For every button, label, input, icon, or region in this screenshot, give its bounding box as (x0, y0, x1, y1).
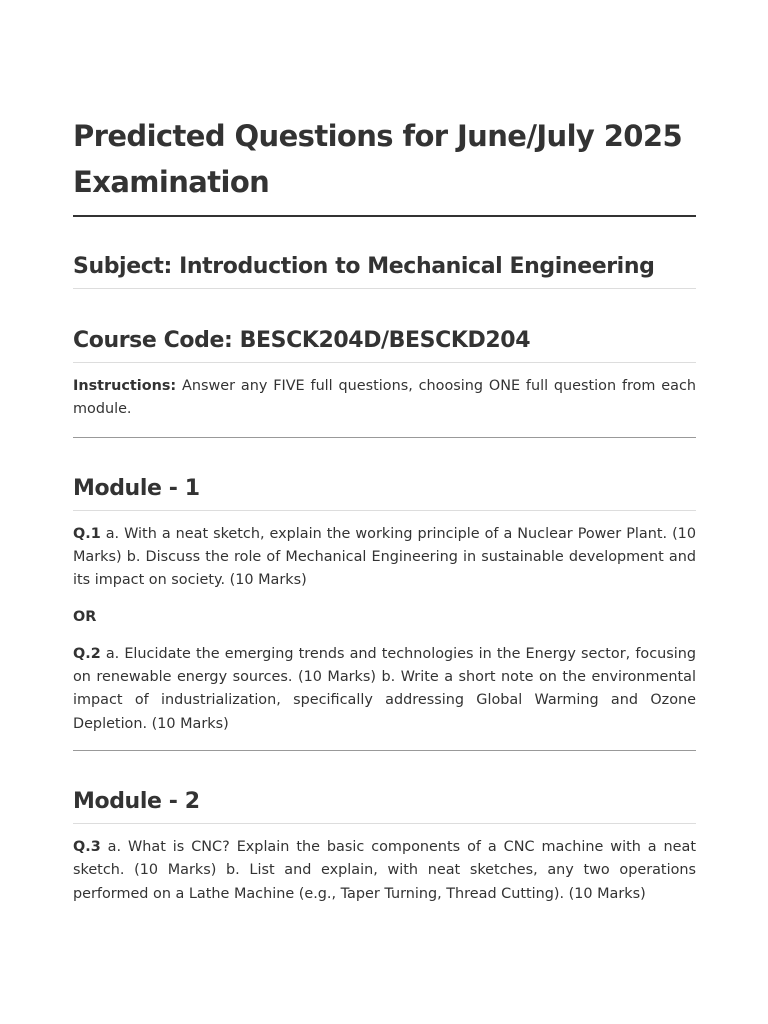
question-1-label: Q.1 (73, 525, 101, 542)
question-2-label: Q.2 (73, 645, 101, 662)
question-3-label: Q.3 (73, 838, 101, 855)
module-2-heading: Module - 2 (73, 787, 696, 824)
question-2 (73, 643, 696, 736)
module-1-heading: Module - 1 (73, 474, 696, 511)
question-2-text: a. Elucidate the emerging trends and technologies in the Energy sector, focusing on renewable energy sources. (10 Marks) b. Write a short note on the environmental impact of industrialization, specifically addressing Global Warming and Ozone Depletion. (10 Marks) (73, 645, 696, 732)
instructions-text: Answer any FIVE full questions, choosing ONE full question from each module. (73, 378, 696, 418)
or-separator: OR (73, 609, 97, 626)
question-1 (73, 523, 696, 593)
subject-heading: Subject: Introduction to Mechanical Engineering (73, 252, 696, 289)
page-title: Predicted Questions for June/July 2025 Examination (73, 113, 696, 217)
question-3 (73, 836, 696, 906)
instructions-paragraph (73, 375, 696, 422)
question-1-text: a. With a neat sketch, explain the working principle of a Nuclear Power Plant. (10 Marks) b. Discuss the role of Mechanical Engineering in sustainable development and its impact on society. (10 Marks) (73, 525, 696, 589)
question-3-text: a. What is CNC? Explain the basic components of a CNC machine with a neat sketch. (10 Marks) b. List and explain, with neat sketches, any two operations performed on a Lathe Machine (e.g., Taper Turning, Thread Cutting). (10 Marks) (73, 838, 696, 902)
document-content (73, 113, 696, 906)
instructions-label: Instructions: (73, 378, 177, 394)
divider (73, 750, 696, 751)
course-code-heading: Course Code: BESCK204D/BESCKD204 (73, 326, 696, 363)
divider (73, 437, 696, 438)
